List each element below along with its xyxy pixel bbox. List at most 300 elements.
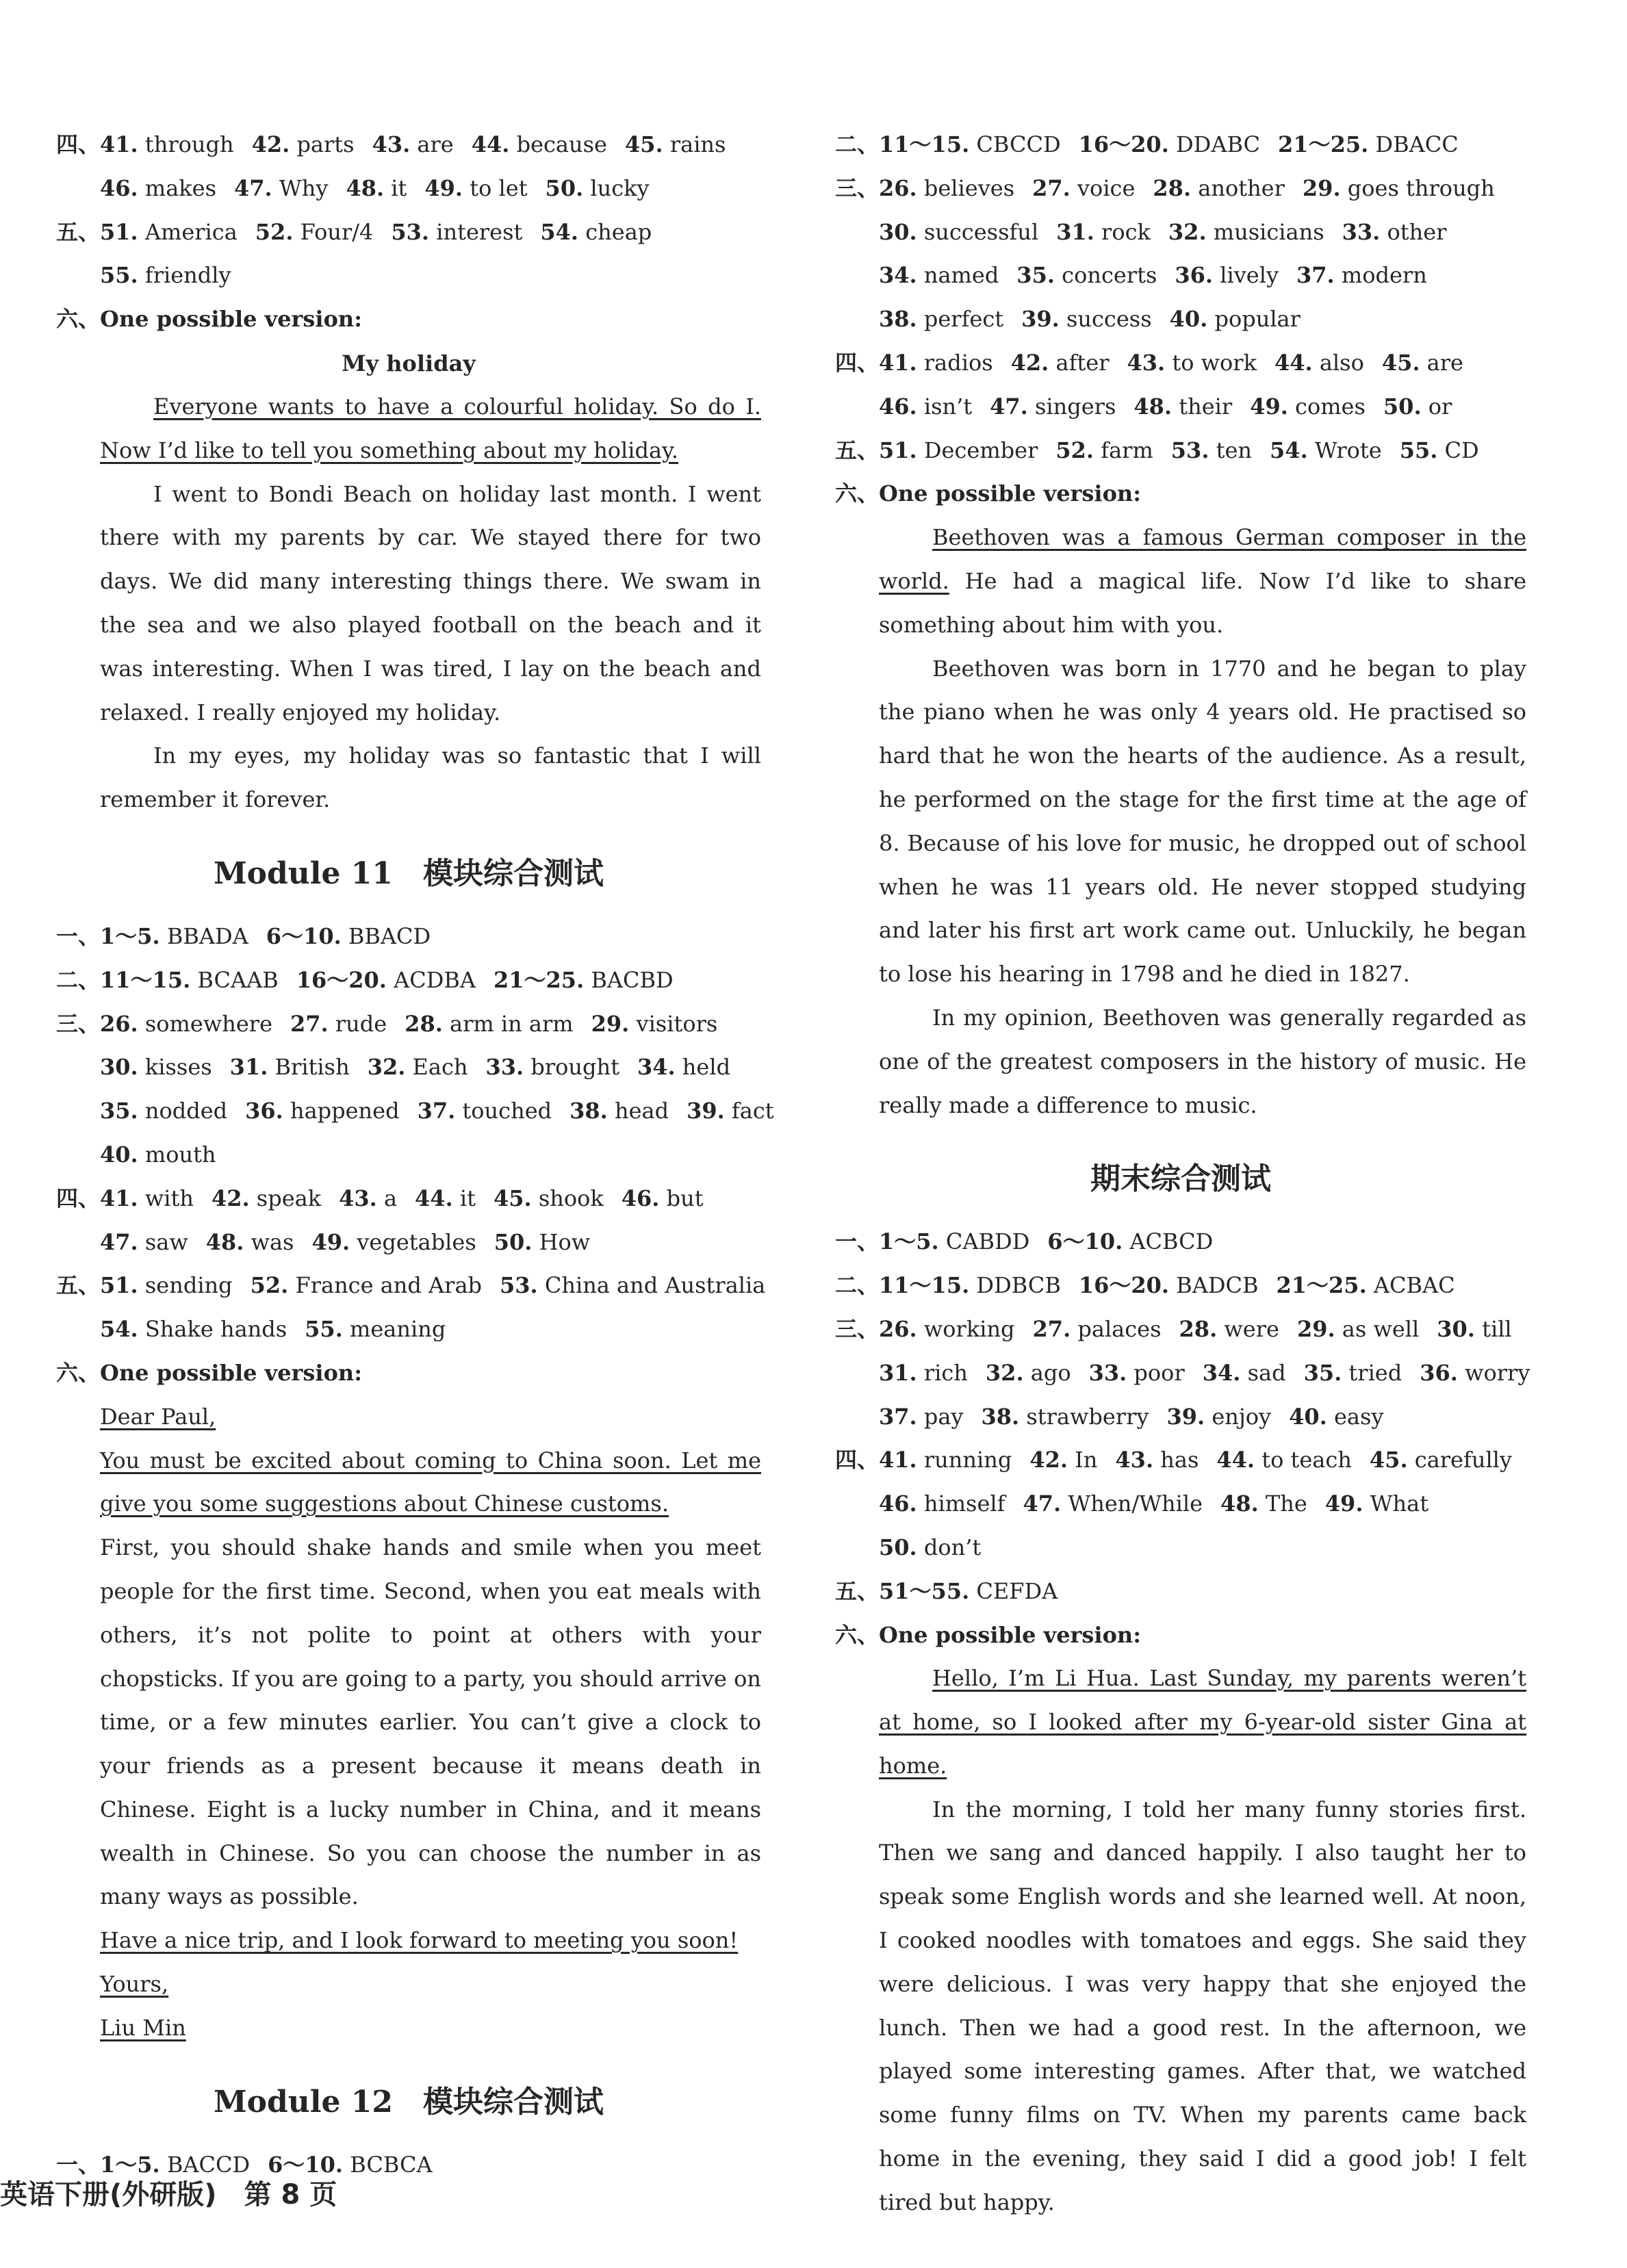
answer-text: BBACD (341, 923, 431, 949)
question-number: 46. (100, 175, 138, 201)
paragraph-text: First, you should shake hands and smile when you meet people for the first time. Second, when you eat meals with others, it’s not polite to point at others with your chopsticks. If you are going to a party, you should arrive on time, or a few minutes earlier. You can’t give a clock to your friends as a present because it means death in Chinese. Eight is a lucky number in China, and it means wealth in Chinese. So you can choose the number in as many ways as possible. (100, 1534, 761, 1910)
answer-row (835, 1352, 1530, 1395)
answer-row (56, 167, 761, 211)
question-number: 43. (372, 131, 411, 157)
question-number: 33. (1088, 1359, 1127, 1386)
question-number: 48. (346, 175, 385, 201)
section-marker: 五、 (56, 218, 101, 245)
answer-text: Shake hands (138, 1316, 287, 1343)
question-number: 46. (879, 393, 917, 420)
answer-row (835, 211, 1526, 255)
answer-text: farm (1094, 437, 1153, 463)
answer-text: are (410, 131, 454, 157)
answer-text: believes (917, 175, 1015, 201)
answer-text: to let (463, 175, 528, 201)
answer-text: ACBAC (1366, 1272, 1455, 1299)
answer-text: their (1172, 393, 1233, 420)
answer-text: happened (283, 1098, 400, 1124)
question-number: 53. (391, 218, 430, 245)
question-number: 11～15. (100, 966, 191, 993)
question-number: 40. (1169, 306, 1208, 333)
answer-text: meaning (342, 1316, 446, 1343)
question-number: 44. (1274, 349, 1313, 376)
question-number: 28. (1179, 1315, 1218, 1342)
answer-text: voice (1070, 175, 1136, 201)
answer-text: to teach (1255, 1447, 1352, 1473)
section-marker: 六、 (56, 306, 101, 333)
paragraph-text: In my opinion, Beethoven was generally regarded as one of the greatest composers in the history of music. He really made a difference to music. (879, 1004, 1526, 1118)
section-marker: 五、 (835, 437, 880, 463)
question-number: 45. (1381, 349, 1420, 376)
question-number: 37. (1296, 262, 1335, 289)
section-marker: 三、 (835, 1315, 880, 1342)
question-number: 30. (879, 218, 917, 245)
answer-text: radios (917, 349, 993, 376)
answer-text: poor (1127, 1359, 1185, 1386)
section-marker: 二、 (835, 1272, 880, 1299)
label-text: One possible version: (879, 480, 1141, 507)
answer-text: CEFDA (969, 1577, 1058, 1604)
answer-text: British (268, 1054, 350, 1081)
answer-text: DDABC (1168, 131, 1261, 157)
answer-text: BBADA (159, 923, 248, 949)
essay-paragraph (56, 1395, 761, 1439)
answer-row (835, 1264, 1526, 1308)
question-number: 44. (1216, 1447, 1255, 1473)
question-number: 32. (367, 1054, 406, 1081)
question-number: 40. (1289, 1403, 1327, 1430)
question-number: 27. (1032, 175, 1071, 201)
question-number: 42. (251, 131, 290, 157)
question-number: 42. (1010, 349, 1049, 376)
section-marker: 六、 (835, 480, 880, 507)
answer-text: has (1153, 1447, 1199, 1473)
answer-text: America (138, 218, 238, 245)
question-number: 43. (339, 1185, 377, 1211)
question-number: 27. (1032, 1315, 1071, 1342)
question-number: 34. (1202, 1359, 1241, 1386)
question-number: 28. (405, 1010, 443, 1037)
question-number: 27. (290, 1010, 329, 1037)
answer-text: but (659, 1185, 704, 1211)
answer-row (835, 1439, 1526, 1482)
section-marker: 一、 (56, 923, 101, 949)
essay-title: My holiday (342, 350, 476, 376)
answer-row (835, 385, 1526, 429)
answer-row (835, 429, 1526, 473)
question-number: 50. (1383, 393, 1422, 420)
answer-text: till (1474, 1315, 1512, 1342)
question-number: 21～25. (1278, 131, 1369, 157)
module-title: Module 11 模块综合测试 (213, 855, 604, 891)
answer-row (56, 959, 761, 1003)
section-marker: 四、 (56, 1185, 101, 1211)
answer-text: ago (1023, 1359, 1071, 1386)
question-number: 26. (100, 1010, 138, 1037)
question-number: 29. (1302, 175, 1341, 201)
answer-text: musicians (1206, 218, 1324, 245)
question-number: 38. (879, 306, 917, 333)
answer-row (835, 167, 1526, 211)
answer-text: rock (1094, 218, 1151, 245)
answer-row (56, 1264, 766, 1308)
question-number: 38. (569, 1098, 608, 1124)
paragraph-text: Everyone wants to have a colourful holiday. So do I. Now I’d like to tell you something about my holiday. (100, 393, 761, 463)
answer-text: modern (1334, 262, 1427, 289)
question-number: 55. (305, 1316, 343, 1343)
question-number: 54. (540, 218, 579, 245)
answer-text: How (532, 1228, 591, 1255)
answer-text: other (1380, 218, 1447, 245)
section-marker: 一、 (835, 1228, 880, 1255)
answer-row (56, 1133, 761, 1177)
answer-text: it (384, 175, 407, 201)
answer-row (835, 1308, 1526, 1352)
question-number: 32. (985, 1359, 1024, 1386)
essay-paragraph (835, 996, 1526, 1127)
question-number: 33. (485, 1054, 524, 1081)
question-number: 6～10. (266, 923, 342, 949)
paragraph-text: Beethoven was born in 1770 and he began to play the piano when he was only 4 years old. He practised so hard that he won the hearts of the audience. As a result, he performed on the stage for the first time at the age of 8. Because of his love for music, he dropped out of school when he was 11 years old. He never stopped studying and later his first art work came out. Unluckily, he began to lose his hearing in 1798 and he died in 1827. (879, 655, 1526, 988)
answer-row (56, 1003, 761, 1046)
answer-text: fact (724, 1098, 774, 1124)
question-number: 48. (1133, 393, 1173, 420)
label-text: One possible version: (100, 306, 362, 333)
essay-paragraph (56, 1963, 761, 2007)
question-number: 1～5. (879, 1228, 939, 1255)
question-number: 30. (100, 1054, 138, 1081)
question-number: 31. (229, 1054, 268, 1081)
question-number: 41. (879, 1447, 917, 1473)
answer-text: BCAAB (190, 966, 279, 993)
section-marker: 六、 (835, 1621, 880, 1648)
answer-text: pay (917, 1403, 964, 1430)
answer-text: it (452, 1185, 476, 1211)
question-number: 29. (591, 1010, 630, 1037)
module-title: 期末综合测试 (1090, 1161, 1271, 1197)
answer-row (835, 123, 1526, 167)
section-marker: 四、 (835, 349, 880, 376)
answer-text: was (244, 1228, 294, 1255)
answer-row (835, 1220, 1526, 1264)
question-number: 38. (981, 1403, 1020, 1430)
answer-text: popular (1207, 306, 1301, 333)
answer-text: arm in arm (442, 1010, 574, 1037)
answer-row (56, 1177, 761, 1221)
section-marker: 五、 (835, 1577, 880, 1604)
essay-paragraph (56, 1919, 761, 1963)
question-number: 45. (493, 1185, 532, 1211)
answer-text: easy (1327, 1403, 1384, 1430)
question-number: 52. (255, 218, 294, 245)
answer-text: DBACC (1368, 131, 1459, 157)
question-number: 28. (1153, 175, 1192, 201)
answer-text: kisses (138, 1054, 212, 1081)
question-number: 51. (100, 1272, 138, 1299)
section-marker: 一、 (56, 2151, 101, 2178)
question-number: 16～20. (296, 966, 387, 993)
essay-paragraph (835, 1788, 1526, 2225)
paragraph-text: You must be excited about coming to China soon. Let me give you some suggestions about Chinese customs. (100, 1447, 761, 1517)
answer-text: enjoy (1205, 1403, 1272, 1430)
paragraph-text: In my eyes, my holiday was so fantastic that I will remember it forever. (100, 743, 761, 813)
question-number: 50. (494, 1228, 533, 1255)
answer-text: carefully (1407, 1447, 1512, 1473)
answer-text: friendly (138, 262, 231, 289)
answer-row (835, 1570, 1526, 1614)
question-number: 54. (1270, 437, 1308, 463)
question-number: 49. (424, 175, 463, 201)
answer-row (835, 1526, 1526, 1570)
answer-row (56, 1308, 761, 1352)
answer-text: China and Australia (537, 1272, 766, 1299)
answer-text: goes through (1340, 175, 1495, 201)
section-marker: 三、 (835, 175, 880, 201)
question-number: 50. (545, 175, 584, 201)
section-marker: 四、 (56, 131, 101, 157)
essay-paragraph (56, 473, 761, 735)
question-number: 51. (879, 437, 917, 463)
answer-text: In (1067, 1447, 1098, 1473)
answer-text: lively (1213, 262, 1279, 289)
question-number: 33. (1342, 218, 1381, 245)
answer-row (56, 1221, 761, 1265)
question-number: 35. (100, 1098, 138, 1124)
answer-text: DDBCB (969, 1272, 1061, 1299)
underlined-sentence: Beethoven was a famous German composer in the world. (879, 524, 1526, 594)
module-title: Module 12 模块综合测试 (213, 2084, 604, 2119)
question-number: 49. (1250, 393, 1288, 420)
answer-text: are (1420, 349, 1463, 376)
writing-label (835, 1614, 1526, 1658)
question-number: 52. (1055, 437, 1094, 463)
question-number: 32. (1168, 218, 1207, 245)
question-number: 35. (1303, 1359, 1342, 1386)
answer-text: somewhere (138, 1010, 272, 1037)
answer-text: with (138, 1185, 194, 1211)
question-number: 49. (1324, 1491, 1363, 1517)
answer-text: speak (249, 1185, 322, 1211)
answer-row (56, 1090, 774, 1133)
question-number: 29. (1296, 1315, 1335, 1342)
question-number: 44. (415, 1185, 453, 1211)
answer-row (835, 298, 1526, 342)
answer-text: named (917, 262, 999, 289)
answer-text: CD (1437, 437, 1479, 463)
answer-text: comes (1287, 393, 1366, 420)
question-number: 21～25. (494, 966, 585, 993)
answer-text: were (1217, 1315, 1279, 1342)
essay-paragraph (56, 1439, 761, 1527)
question-number: 55. (100, 262, 138, 289)
answer-text: as well (1335, 1315, 1420, 1342)
question-number: 40. (100, 1141, 138, 1168)
answer-text: The (1258, 1491, 1307, 1517)
question-number: 42. (1029, 1447, 1068, 1473)
question-number: 41. (100, 1185, 138, 1211)
question-number: 47. (100, 1228, 138, 1255)
essay-paragraph (56, 734, 761, 822)
answer-text: BADCB (1169, 1272, 1259, 1299)
left-column (56, 123, 774, 2187)
right-column (835, 123, 1530, 2225)
question-number: 43. (1127, 349, 1166, 376)
answer-text: CBCCD (969, 131, 1061, 157)
question-number: 1～5. (100, 2151, 160, 2178)
answer-text: mouth (138, 1141, 216, 1168)
question-number: 11～15. (879, 131, 970, 157)
question-number: 52. (250, 1272, 289, 1299)
question-number: 41. (100, 131, 138, 157)
paragraph-text: Liu Min (100, 2014, 186, 2041)
question-number: 55. (1399, 437, 1438, 463)
section-marker: 二、 (835, 131, 880, 157)
question-number: 34. (637, 1054, 676, 1081)
answer-text: working (917, 1315, 1015, 1342)
answer-row (835, 1395, 1526, 1439)
question-number: 37. (879, 1403, 917, 1430)
answer-text: head (607, 1098, 669, 1124)
answer-text: sending (138, 1272, 233, 1299)
writing-label (56, 1352, 761, 1395)
answer-text: strawberry (1019, 1403, 1149, 1430)
answer-text: tried (1342, 1359, 1402, 1386)
question-number: 48. (205, 1228, 244, 1255)
answer-text: rains (663, 131, 726, 157)
question-number: 41. (879, 349, 917, 376)
answer-text: makes (138, 175, 217, 201)
answer-row (835, 1482, 1526, 1526)
question-number: 51. (100, 218, 138, 245)
question-number: 11～15. (879, 1272, 970, 1299)
answer-text: because (509, 131, 607, 157)
question-number: 50. (879, 1534, 917, 1560)
essay-paragraph: Beethoven was a famous German composer in the world. He had a magical life. Now I’d like to share something about him with you. (879, 524, 1526, 638)
paragraph-text: In the morning, I told her many funny stories first. Then we sang and danced happily. I also taught her to speak some English words and she learned well. At noon, I cooked noodles with tomatoes and eggs. She said they were delicious. I was very happy that she enjoyed the lunch. Then we had a good rest. In the afternoon, we played some interesting games. After that, we watched some funny films on TV. When my parents came back home in the evening, they said I did a good job! I felt tired but happy. (879, 1796, 1526, 2215)
answer-text: perfect (917, 306, 1004, 333)
question-number: 16～20. (1078, 131, 1169, 157)
question-number: 39. (1166, 1403, 1205, 1430)
answer-text: singers (1027, 393, 1116, 420)
answer-text: interest (429, 218, 523, 245)
answer-text: Four/4 (293, 218, 374, 245)
answer-text: Wrote (1307, 437, 1382, 463)
answer-text: CABDD (938, 1228, 1030, 1255)
answer-text: to work (1165, 349, 1257, 376)
question-number: 36. (1175, 262, 1214, 289)
answer-text: ten (1209, 437, 1253, 463)
question-number: 45. (624, 131, 663, 157)
essay-paragraph (835, 1657, 1526, 1788)
question-number: 47. (1023, 1491, 1062, 1517)
label-text: One possible version: (879, 1621, 1141, 1648)
answer-text: after (1049, 349, 1110, 376)
answer-text: a (376, 1185, 398, 1211)
question-number: 46. (879, 1491, 917, 1517)
answer-row (56, 1046, 761, 1090)
answer-text: lucky (583, 175, 650, 201)
answer-text: success (1059, 306, 1152, 333)
question-number: 26. (879, 175, 917, 201)
paragraph-text: Have a nice trip, and I look forward to meeting you soon! (100, 1927, 739, 1954)
page-footer: 英语下册(外研版) 第 8 页 (0, 2179, 337, 2211)
question-number: 37. (417, 1098, 456, 1124)
section-marker: 六、 (56, 1359, 101, 1386)
answer-text: concerts (1054, 262, 1157, 289)
answer-text: or (1421, 393, 1452, 420)
answer-row (56, 211, 761, 255)
question-number: 21～25. (1276, 1272, 1367, 1299)
question-number: 16～20. (1078, 1272, 1170, 1299)
paragraph-text: Hello, I’m Li Hua. Last Sunday, my parents weren’t at home, so I looked after my 6-year-old sister Gina at home. (879, 1665, 1526, 1779)
question-number: 49. (311, 1228, 350, 1255)
essay-paragraph (56, 385, 761, 473)
question-number: 51～55. (879, 1577, 970, 1604)
question-number: 53. (1170, 437, 1209, 463)
answer-text: worry (1457, 1359, 1530, 1386)
question-number: 42. (211, 1185, 250, 1211)
paragraph-text: I went to Bondi Beach on holiday last month. I went there with my parents by car. We stayed there for two days. We did many interesting things there. We swam in the sea and we also played football on the beach and it was interesting. When I was tired, I lay on the beach and relaxed. I really enjoyed my holiday. (100, 480, 761, 725)
answer-text: What (1363, 1491, 1429, 1517)
answer-text: parts (290, 131, 355, 157)
question-number: 45. (1369, 1447, 1408, 1473)
question-number: 36. (1420, 1359, 1458, 1386)
question-number: 6～10. (1047, 1228, 1123, 1255)
answer-text: nodded (138, 1098, 228, 1124)
answer-row (56, 254, 761, 298)
question-number: 34. (879, 262, 917, 289)
answer-text: through (138, 131, 234, 157)
answer-text: Each (405, 1054, 468, 1081)
answer-text: rich (917, 1359, 968, 1386)
question-number: 6～10. (268, 2151, 344, 2178)
essay-paragraph (56, 1526, 761, 1919)
answer-text: touched (455, 1098, 552, 1124)
question-number: 44. (471, 131, 510, 157)
question-number: 47. (990, 393, 1028, 420)
answer-text: himself (917, 1491, 1005, 1517)
essay-paragraph (56, 2007, 761, 2050)
answer-text: BACBD (584, 966, 674, 993)
answer-text: December (917, 437, 1038, 463)
answer-text: When/While (1061, 1491, 1203, 1517)
question-number: 48. (1220, 1491, 1259, 1517)
answer-text: rude (328, 1010, 387, 1037)
essay-paragraph (835, 647, 1526, 996)
answer-text: vegetables (350, 1228, 476, 1255)
answer-text: held (675, 1054, 731, 1081)
question-number: 1～5. (100, 923, 160, 949)
answer-row (56, 915, 761, 959)
label-text: One possible version: (100, 1359, 362, 1386)
paragraph-text: Dear Paul, (100, 1403, 216, 1430)
answer-text: successful (917, 218, 1039, 245)
answer-text: saw (138, 1228, 188, 1255)
question-number: 31. (1056, 218, 1094, 245)
answer-text: visitors (629, 1010, 718, 1037)
section-marker: 三、 (56, 1010, 101, 1037)
question-number: 43. (1115, 1447, 1154, 1473)
writing-label (835, 472, 1526, 516)
answer-text: also (1312, 349, 1364, 376)
answer-text: shook (531, 1185, 604, 1211)
answer-row (56, 123, 761, 167)
answer-text: palaces (1071, 1315, 1162, 1342)
section-marker: 四、 (835, 1447, 880, 1473)
answer-text: ACBCD (1123, 1228, 1214, 1255)
answer-text: don’t (917, 1534, 982, 1560)
question-number: 54. (100, 1316, 138, 1343)
